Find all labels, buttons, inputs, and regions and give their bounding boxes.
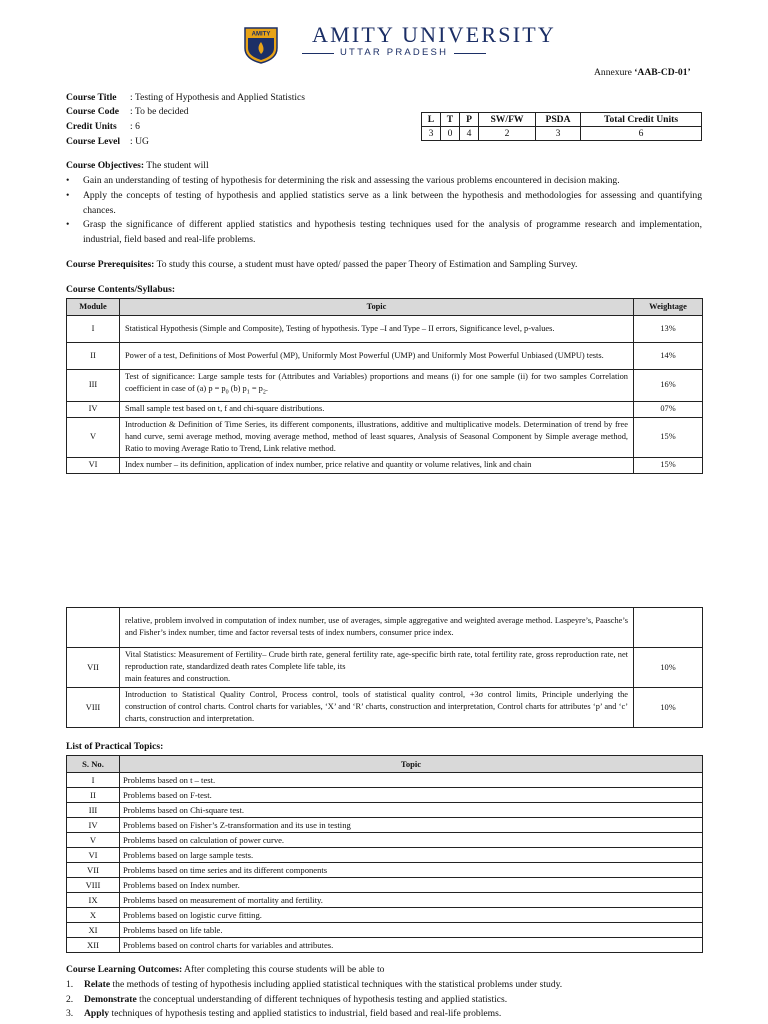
col-weightage: Weightage	[634, 299, 703, 316]
table-row: III Test of significance: Large sample tests for (Attributes and Variables) proportions and means (i) for one sample (ii) for two samples Correlation coefficient in case of (a) $p = p_0$ (b) $p_1 = p_2$. 16%	[67, 370, 703, 402]
table-row: II Problems based on F-test.	[67, 788, 703, 803]
col-topic: Topic	[120, 756, 703, 773]
table-row: VIII Problems based on Index number.	[67, 878, 703, 893]
objectives-heading: Course Objectives: The student will	[66, 160, 209, 171]
outcome-item: 3. Apply techniques of hypothesis testing and applied statistics to industrial, field based and real-life problems.	[66, 1008, 502, 1019]
table-row: I Statistical Hypothesis (Simple and Composite), Testing of hypothesis. Type –I and Type – II errors, Significance level, p-values. 13%	[67, 316, 703, 343]
prerequisites: Course Prerequisites: To study this course, a student must have opted/ passed the paper Theory of Estimation and Sampling Survey.	[66, 259, 578, 270]
table-row: VI Problems based on large sample tests.	[67, 848, 703, 863]
outcome-item: 1. Relate the methods of testing of hypothesis including applied statistical techniques with the statistical problems under study.	[66, 979, 563, 990]
credit-units-row: Credit Units : 6	[66, 121, 140, 132]
practicals-table	[66, 755, 703, 953]
syllabus-table	[66, 298, 703, 474]
course-level-row: Course Level : UG	[66, 136, 149, 147]
university-subtitle: UTTAR PRADESH	[340, 47, 449, 58]
syllabus-heading: Course Contents/Syllabus:	[66, 284, 176, 295]
table-row: VII Problems based on time series and its different components	[67, 863, 703, 878]
table-row: V Problems based on calculation of power curve.	[67, 833, 703, 848]
syllabus-table-continued	[66, 607, 703, 728]
table-row: II Power of a test, Definitions of Most Powerful (MP), Uniformly Most Powerful (UMP) and Uniformly Most Powerful Unbiased (UMPU) tests. 14%	[67, 343, 703, 370]
table-row: III Problems based on Chi-square test.	[67, 803, 703, 818]
table-row: IX Problems based on measurement of mortality and fertility.	[67, 893, 703, 908]
university-name: AMITY UNIVERSITY	[312, 22, 556, 47]
table-row: I Problems based on t – test.	[67, 773, 703, 788]
table-row: VIII Introduction to Statistical Quality Control, Process control, tools of statistical quality control, +3σ control limits, Principle underlying the construction of control charts. Control charts for variables, ‘X’ and ‘R’ charts, construction and interpretation, Control charts for attributes ‘p’ and ‘c’ charts, construction and interpretation. 10%	[67, 688, 703, 728]
table-row: VI Index number – its definition, application of index number, price relative and quantity or volume relatives, link and chain 15%	[67, 457, 703, 473]
table-row: VII Vital Statistics: Measurement of Fertility– Crude birth rate, general fertility rate, age-specific birth rate, total fertility rate, gross reproduction rate, net reproduction rate, standardized death rates Complete life table, its main features and construction. 10%	[67, 648, 703, 688]
logo-text: AMITY	[251, 31, 271, 38]
course-title-row: Course Title : Testing of Hypothesis and Applied Statistics	[66, 92, 306, 103]
table-row: X Problems based on logistic curve fitting.	[67, 908, 703, 923]
col-topic: Topic	[120, 299, 634, 316]
col-module: Module	[67, 299, 120, 316]
table-row: IV Small sample test based on t, f and chi-square distributions. 07%	[67, 401, 703, 417]
table-row: relative, problem involved in computation of index number, use of averages, simple aggregative and weighted average method. Laspeyre’s, Paasche’s and Fisher’s index number, time and factor reversal tests of index numbers, consumer price index.	[67, 608, 703, 648]
table-row: V Introduction & Definition of Time Series, its different components, illustrations, additive and multiplicative models. Determination of trend by free hand curve, semi average method, moving average method, method of least squares, Analysis of Seasonal Component by Simple average method, Ratio to moving Average Ratio to Trend, Link relative method. 15%	[67, 417, 703, 457]
practicals-heading: List of Practical Topics:	[66, 741, 164, 752]
annexure-code: Annexure ‘AAB-CD-01’	[594, 67, 691, 78]
objective-item: • Grasp the significance of different applied statistics and hypothesis testing techniques used for the analysis of programme research and implementation, industrial, field based and real-life problems.	[66, 219, 702, 245]
table-row: IV Problems based on Fisher’s Z-transformation and its use in testing	[67, 818, 703, 833]
objective-item: • Apply the concepts of testing of hypothesis and applied statistics serve as a link between the hypothesis and methodologies for assessing and quantifying chances.	[66, 190, 702, 216]
table-row: XII Problems based on control charts for variables and attributes.	[67, 938, 703, 953]
col-sno: S. No.	[67, 756, 120, 773]
outcomes-heading: Course Learning Outcomes: After completing this course students will be able to	[66, 964, 385, 975]
outcome-item: 2. Demonstrate the conceptual understanding of different techniques of hypothesis testing and applied statistics.	[66, 994, 508, 1005]
table-row: XI Problems based on life table.	[67, 923, 703, 938]
objective-item: • Gain an understanding of testing of hypothesis for determining the risk and assessing the various problems encountered in decision making.	[66, 175, 620, 186]
credits-table: L T P SW/FW PSDA Total Credit Units 3 0 4 2 3 6	[421, 112, 702, 141]
course-code-row: Course Code : To be decided	[66, 106, 189, 117]
university-logo	[243, 26, 279, 64]
